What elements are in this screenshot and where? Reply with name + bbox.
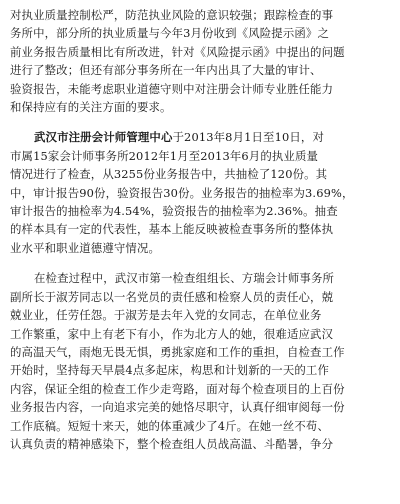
organization-heading: 武汉市注册会计师管理中心 <box>34 130 173 145</box>
text-line: 情况进行了检查，从3255份业务报告中，共抽检了120份。其 <box>10 167 328 182</box>
paragraph-gap <box>10 116 390 128</box>
text-line: 认真负责的精神感染下，整个检查组人员战高温、斗酷暑，争分 <box>10 436 334 451</box>
text-line: 中，审计报告90份，验资报告30份。业务报告的抽检率为3.69%， <box>10 185 354 200</box>
text-line: 进行了整改；但还有部分事务所在一年内出具了大量的审计、 <box>10 63 322 78</box>
text-line: 兢业业，任劳任怨。于淑芳是去年入党的女同志，在单位业务 <box>10 308 322 323</box>
text-line-with-heading <box>10 128 390 146</box>
text-line: 业务报告内容，一向追求完美的她恪尽职守，认真仔细审阅每一份 <box>10 400 345 415</box>
text-line: 副所长于淑芳同志以一名党员的责任感和检察人员的责任心，兢 <box>10 289 334 304</box>
paragraph-3 <box>10 269 390 453</box>
paragraph-2 <box>10 128 390 257</box>
paragraph-gap <box>10 257 390 269</box>
text-line: 的样本具有一定的代表性，基本上能反映被检查事务所的整体执 <box>10 222 334 237</box>
text-line: 务所中，部分所的执业质量与今年3月份收到《风险提示函》之 <box>10 26 329 41</box>
paragraph-1 <box>10 6 390 116</box>
text-line: 前业务报告质量相比有所改进，针对《风险提示函》中提出的问题 <box>10 44 345 59</box>
text-line: 业水平和职业道德遵守情况。 <box>10 240 161 255</box>
text-line: 开始时，坚持每天早晨4点多起床，构思和计划新的一天的工作 <box>10 363 329 378</box>
text-line: 内容，保证全组的检查工作少走弯路，面对每个检查项目的上百份 <box>10 381 345 396</box>
text-line: 在检查过程中，武汉市第一检查组组长、方瑞会计师事务所 <box>34 271 335 286</box>
text-line: 和保持应有的关注方面的要求。 <box>10 100 172 115</box>
heading-line-rest: 于2013年8月1日至10日，对 <box>172 130 325 145</box>
text-line: 审计报告的抽检率为4.54%，验资报告的抽检率为2.36%。抽查 <box>10 204 338 219</box>
text-line: 市属15家会计师事务所2012年1月至2013年6月的执业质量 <box>10 148 319 163</box>
text-line: 对执业质量控制松严，防范执业风险的意识较强；跟踪检查的事 <box>10 8 334 22</box>
text-line: 验资报告，未能考虑职业道德守则中对注册会计师专业胜任能力 <box>10 81 334 96</box>
text-line: 的高温天气，雨炮无畏无惧，勇挑家庭和工作的重担，自检查工作 <box>10 344 345 359</box>
text-line: 工作繁重，家中上有老下有小，作为北方人的她，很难适应武汉 <box>10 326 334 341</box>
text-line: 工作底稿。短短十来天，她的体重减少了4斤。在她一丝不苟、 <box>10 418 329 433</box>
